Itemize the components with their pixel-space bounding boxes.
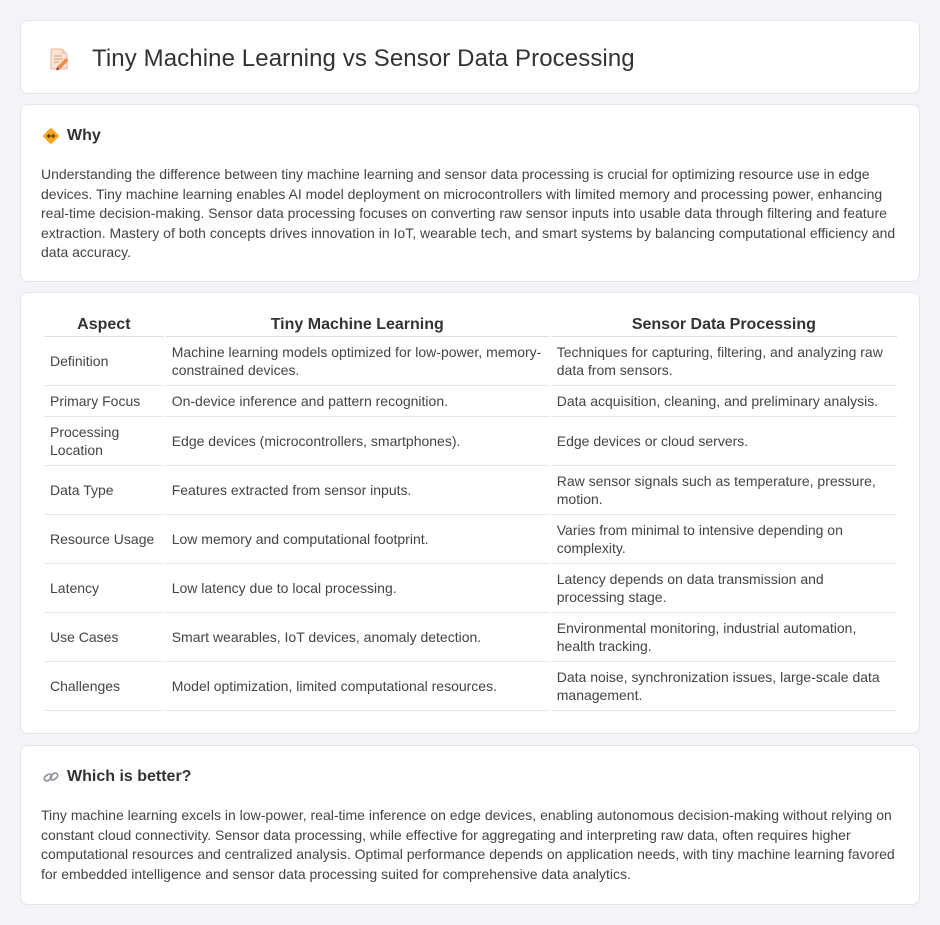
page-title: Tiny Machine Learning vs Sensor Data Processing (92, 45, 635, 72)
cell-sensor: Latency depends on data transmission and processing stage. (551, 564, 897, 613)
cell-aspect: Latency (44, 564, 164, 613)
cell-tinyml: Low latency due to local processing. (166, 564, 549, 613)
why-heading-row (42, 127, 101, 145)
diamond-arrows-icon (42, 127, 60, 145)
header-tinyml: Tiny Machine Learning (166, 315, 549, 337)
better-text: Tiny machine learning excels in low-power, real-time inference on edge devices, enabling autonomous decision-making without relying on constant cloud connectivity. Sensor data processing, while effective for aggregating and interpreting raw data, often requires higher computational resources and centralized analysis. Optimal performance depends on application needs, with tiny machine learning favored for embedded intelligence and sensor data processing suited for comprehensive data analytics. (41, 807, 895, 882)
header-aspect: Aspect (44, 315, 164, 337)
better-heading: Which is better? (67, 768, 192, 785)
table-header-row (44, 315, 897, 337)
table-row (44, 613, 897, 662)
cell-tinyml: Edge devices (microcontrollers, smartphones). (166, 417, 549, 466)
why-text: Understanding the difference between tiny machine learning and sensor data processing is crucial for optimizing resource use in edge devices. Tiny machine learning enables AI model deployment on microcontrollers with limited memory and processing power, enhancing real-time decision-making. Sensor data processing focuses on converting raw sensor inputs into usable data through filtering and feature extraction. Mastery of both concepts drives innovation in IoT, wearable tech, and smart systems by balancing computational efficiency and data accuracy. (41, 166, 896, 260)
cell-aspect: Data Type (44, 466, 164, 515)
cell-tinyml: On-device inference and pattern recognition. (166, 386, 549, 417)
cell-sensor: Varies from minimal to intensive depending on complexity. (551, 515, 897, 564)
cell-aspect: Use Cases (44, 613, 164, 662)
cell-tinyml: Low memory and computational footprint. (166, 515, 549, 564)
comparison-section (20, 292, 920, 734)
why-section (20, 104, 920, 282)
cell-sensor: Data noise, synchronization issues, large-scale data management. (551, 662, 897, 711)
cell-sensor: Environmental monitoring, industrial automation, health tracking. (551, 613, 897, 662)
comparison-table (42, 315, 899, 711)
header-sensor: Sensor Data Processing (551, 315, 897, 337)
cell-sensor: Techniques for capturing, filtering, and analyzing raw data from sensors. (551, 337, 897, 386)
cell-sensor: Raw sensor signals such as temperature, pressure, motion. (551, 466, 897, 515)
cell-aspect: Primary Focus (44, 386, 164, 417)
cell-sensor: Data acquisition, cleaning, and preliminary analysis. (551, 386, 897, 417)
table-row (44, 662, 897, 711)
table-row (44, 515, 897, 564)
cell-aspect: Processing Location (44, 417, 164, 466)
cell-tinyml: Model optimization, limited computational resources. (166, 662, 549, 711)
table-row (44, 417, 897, 466)
table-row (44, 564, 897, 613)
cell-tinyml: Features extracted from sensor inputs. (166, 466, 549, 515)
cell-tinyml: Smart wearables, IoT devices, anomaly detection. (166, 613, 549, 662)
cell-tinyml: Machine learning models optimized for low-power, memory-constrained devices. (166, 337, 549, 386)
better-heading-row (42, 768, 191, 786)
cell-sensor: Edge devices or cloud servers. (551, 417, 897, 466)
why-heading: Why (67, 127, 101, 144)
table-row (44, 466, 897, 515)
link-icon (42, 768, 60, 786)
document-edit-icon (46, 46, 72, 72)
cell-aspect: Challenges (44, 662, 164, 711)
title-card (20, 20, 920, 94)
which-better-section (20, 745, 920, 905)
cell-aspect: Definition (44, 337, 164, 386)
table-row (44, 386, 897, 417)
cell-aspect: Resource Usage (44, 515, 164, 564)
table-row (44, 337, 897, 386)
